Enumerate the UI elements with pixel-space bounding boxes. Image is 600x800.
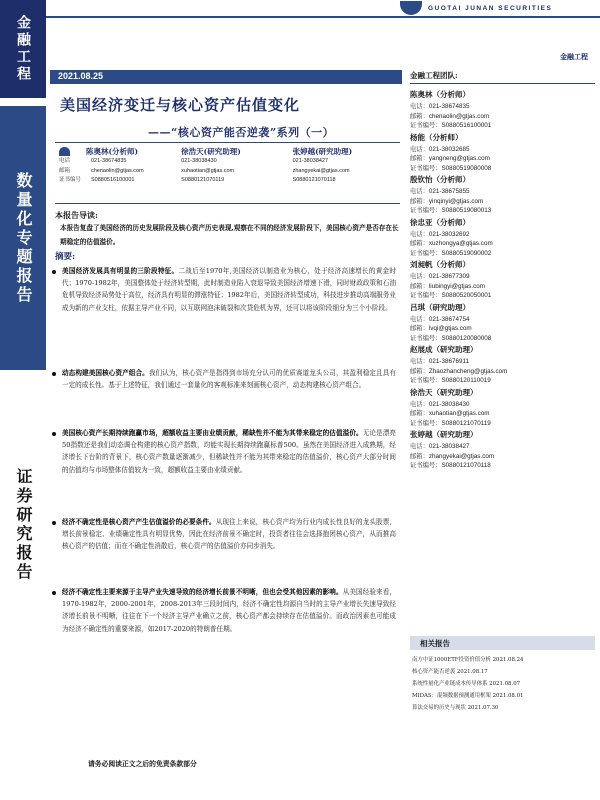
team-member <box>410 90 595 131</box>
author-phone: 021-38038427 <box>292 158 329 164</box>
team-member-email[interactable]: Zhaozhancheng@gtjas.com <box>428 367 508 375</box>
author-email[interactable]: zhangyekai@gtjas.com <box>292 167 350 174</box>
team-member-name: 赵展成（研究助理） <box>410 345 478 354</box>
author-name: 陈奥林(分析师) <box>86 146 139 156</box>
team-list <box>410 90 595 471</box>
team-member-cert-label: 证书编号： <box>410 462 442 469</box>
sidebar-label-securities-research: 证券研究报告 <box>14 468 33 582</box>
team-member-cert-row <box>410 249 595 259</box>
related-report-link[interactable]: 核心资产能否逆袭 2021.08.17 <box>412 669 488 675</box>
author-cert-label: 证书编号 <box>59 177 82 183</box>
team-member-cert-label: 证书编号： <box>410 249 442 257</box>
team-member-email-row <box>410 154 595 164</box>
author-cert: S0880516100001 <box>91 177 135 183</box>
team-member-cert-row <box>410 376 595 386</box>
team-member-cert-label: 证书编号： <box>410 377 442 384</box>
related-report-link[interactable]: MIDAS：混频数据预测通用框架 2021.08.01 <box>412 693 524 699</box>
team-member-phone-label: 电话： <box>410 103 429 110</box>
team-member-email[interactable]: liubingyi@gtjas.com <box>428 282 485 290</box>
team-member-email-label: 邮箱： <box>410 410 429 417</box>
related-list <box>412 654 598 714</box>
summary-point-text: 我们认为，核心资产是指得到市场充分认可的优质赛道龙头公司，其盈利稳定且具有一定的成长性。基于上述特征，我们通过一套量化的客观标准来刻画核心资产，动态构建核心资产组合。 <box>62 369 397 390</box>
team-member-phone: 021-38674835 <box>428 103 470 110</box>
team-member-phone: 021-38032685 <box>428 145 470 153</box>
team-member-phone-label: 电话： <box>410 188 429 195</box>
team-member-cert-row <box>410 121 595 131</box>
team-member-email-row <box>410 409 595 419</box>
team-member-email-label: 邮箱： <box>410 325 429 332</box>
person-icon <box>59 147 70 156</box>
header-rule <box>46 16 600 18</box>
team-member-email[interactable]: chenaolin@gtjas.com <box>428 112 490 120</box>
author-name: 张婷越(研究助理) <box>292 146 353 156</box>
team-member-email[interactable]: yangneng@gtjas.com <box>428 155 490 162</box>
team-member-phone-row <box>410 102 595 112</box>
team-member-cert: S0880519090002 <box>441 249 492 257</box>
report-subtitle: ——“核心资产能否逆袭”系列（一） <box>148 126 335 139</box>
sidebar-section-mid <box>0 106 46 370</box>
team-member-email-row <box>410 197 595 207</box>
summary-point-text: 从现往上来说，核心资产均为行业内成长性良好的龙头股票，增长前景稳定、业绩确定性具有明显优势，因此在经济前景不确定时，投资者往往会选择抱团核心资产，从而推高核心资产的估值；而在不确定性消散后，核心资产的估值溢价亦同步消失。 <box>62 518 397 551</box>
brand-logo <box>400 0 600 16</box>
report-date: 2021.08.25 <box>58 71 104 81</box>
team-member-phone-label: 电话： <box>410 358 429 365</box>
summary-point-lead: 动态构建美国核心资产组合。 <box>62 369 149 377</box>
team-member-cert-row <box>410 206 595 216</box>
team-member-email-label: 邮箱： <box>410 197 429 205</box>
team-member-phone: 021-38674754 <box>428 315 470 323</box>
author-cert: S0880121070118 <box>292 177 336 183</box>
author-email-label: 邮箱 <box>59 167 71 174</box>
team-member-email[interactable]: yinqinyi@gtjas.com <box>428 197 484 205</box>
summary-point <box>62 367 396 391</box>
summary-heading: 摘要: <box>55 252 76 262</box>
author-cert: S0880121070119 <box>181 177 225 183</box>
team-member-email-row <box>410 367 595 377</box>
related-heading: 相关报告 <box>410 636 595 650</box>
sidebar-section-top <box>0 0 46 98</box>
guide-body: 本报告复盘了美国经济的历史发展阶段及核心资产历史表现,观察在不同的经济发展阶段下，美国核心资产是否存在长期稳定的估值溢价。 <box>60 224 399 246</box>
team-member <box>410 303 595 344</box>
team-member-phone-label: 电话： <box>410 443 429 450</box>
sidebar-section-bottom <box>0 370 46 800</box>
team-member <box>410 175 595 216</box>
team-member-name: 徐浩天（研究助理） <box>410 387 478 397</box>
team-member-email[interactable]: xuzhongya@gtjas.com <box>428 240 493 247</box>
author-card <box>177 143 288 203</box>
summary-point <box>62 586 396 635</box>
report-title: 美国经济变迁与核心资产估值变化 <box>60 96 301 114</box>
team-member-email-row <box>410 239 595 249</box>
team-member-phone-label: 电话： <box>410 400 429 408</box>
team-member-email[interactable]: xuhaotian@gtjas.com <box>428 410 490 417</box>
bullet-icon <box>52 591 56 595</box>
team-member-name: 陈奥林（分析师） <box>410 90 470 99</box>
team-member-phone: 021-38038427 <box>428 443 470 450</box>
team-member <box>410 218 595 259</box>
team-member-cert: S0880121070118 <box>441 462 491 469</box>
author-email[interactable]: chenaolin@gtjas.com <box>91 167 144 174</box>
team-member-cert: S0880121070119 <box>441 419 491 427</box>
summary-point-text: 二战后至1970年,美国经济以制造业为核心，处于经济高速增长的黄金时代；1970-1982年，美国整体处于经济转型期，此时制造业陷入衰退导致美国经济增速下滑，同时财政政策和石油危机导致经济局势处于高位，经济具有明显的滞涨特征；1982年后，美国经济转型成功，科技进步推动高端服务业成为新的产业支柱，依据主导产业不同，以互联网泡沫破裂和次贷危机为界，还可以将该阶段细分为三个小阶段。 <box>62 267 396 312</box>
summary-point-text: 无论是漂亮50指数还是我们动态调仓构建的核心资产指数，均能实现长期持续跑赢标普500。虽然在美国经济进入成熟期，经济增长下台阶的背景下，核心资产数量逐渐减少，但稀缺性并不能为其带来稳定的估值溢价，核心资产大部分时间的估值均与市场整体估值较为一致，超额收益主要由业绩贡献。 <box>62 429 397 474</box>
team-member-cert-row <box>410 291 595 301</box>
team-member <box>410 133 595 174</box>
author-phone: 021-38674835 <box>91 158 127 164</box>
team-member-phone-label: 电话： <box>410 145 429 153</box>
team-member <box>410 388 595 429</box>
team-member-email-row <box>410 324 595 334</box>
team-member-email-row <box>410 112 595 122</box>
related-report-link[interactable]: 系统性量化产业链成本传导体系 2021.08.07 <box>412 681 521 687</box>
team-member-phone-row <box>410 187 595 197</box>
team-member-email-row <box>410 282 595 292</box>
summary-point <box>62 516 396 553</box>
team-member-cert-label: 证书编号： <box>410 334 442 342</box>
team-member-email-label: 邮箱： <box>410 155 429 162</box>
team-member-cert-label: 证书编号： <box>410 419 442 427</box>
summary-point-lead: 经济不确定性主要来源于主导产业失速导致的经济增长前景不明晰，但也会受其他因素的影响。 <box>62 588 343 596</box>
team-member-cert: S0880520050001 <box>441 292 492 299</box>
author-phone-label: 电话 <box>59 158 71 164</box>
sidebar-label-finance-engineering: 金融工程 <box>15 15 31 83</box>
team-member-email-label: 邮箱： <box>410 452 429 460</box>
team-member-cert: S0880519080008 <box>441 164 492 172</box>
team-member-phone-row <box>410 442 595 452</box>
summary-point-lead: 经济不确定性是核心资产产生估值溢价的必要条件。 <box>62 518 216 526</box>
author-card <box>55 143 177 203</box>
team-member-phone-label: 电话： <box>410 273 429 280</box>
team-member-phone: 021-38032692 <box>428 230 470 238</box>
sidebar-label-report-type: 数量化专题报告 <box>14 171 33 305</box>
summary-point-text: 从美国经验来看，1970-1982年，2000-2001年，2008-2013年三段时间内，经济不确定性均源自当时的主导产业增长失速导致经济增长前景不明晰，往往在下一个经济主导产业确立之前，核心资产都会持续存在估值溢价。而政治因素也可能成为经济不确定性的重要来源，如2017-2020的特朗普任期。 <box>62 588 397 633</box>
sidebar-divider <box>0 98 46 106</box>
author-block <box>55 142 400 204</box>
team-member-email-row <box>410 452 595 462</box>
related-report-link[interactable]: 算法交易的历史与现状 2021.07.30 <box>412 705 499 711</box>
team-member-phone-row <box>410 315 595 325</box>
guide-heading: 本报告导读: <box>55 210 98 220</box>
team-member-phone-label: 电话： <box>410 230 429 238</box>
team-member-phone-row <box>410 272 595 282</box>
team-member <box>410 430 595 471</box>
team-member-email-label: 邮箱： <box>410 282 429 290</box>
bullet-icon <box>52 432 56 436</box>
team-member-cert-label: 证书编号： <box>410 164 442 172</box>
footer-disclaimer: 请务必阅读正文之后的免责条款部分 <box>88 760 197 768</box>
team-member-cert: S0880120110019 <box>441 377 491 384</box>
team-heading: 金融工程团队: <box>410 70 595 84</box>
team-member-phone: 021-38676911 <box>428 358 470 365</box>
team-member-email-label: 邮箱： <box>410 112 429 120</box>
team-member-email[interactable]: zhangyekai@gtjas.com <box>428 452 495 460</box>
team-member-phone-row <box>410 400 595 410</box>
header-category: 金融工程 <box>560 52 588 61</box>
author-name: 徐浩天(研究助理) <box>181 146 241 156</box>
team-member-cert-label: 证书编号： <box>410 207 442 214</box>
team-member <box>410 345 595 386</box>
team-member-email-label: 邮箱： <box>410 240 429 247</box>
team-member-email[interactable]: lvqi@gtjas.com <box>428 325 472 332</box>
sidebar <box>0 0 46 800</box>
team-member-phone-row <box>410 145 595 155</box>
related-report-link[interactable]: 南方中证1000ETF投资价值分析 2021.08.24 <box>412 657 524 663</box>
summary-point <box>62 427 396 476</box>
brand-mark-icon <box>400 1 422 15</box>
team-panel <box>410 70 595 473</box>
brand-logo-text: GUOTAI JUNAN SECURITIES <box>428 4 553 12</box>
author-card <box>289 143 400 203</box>
team-member-cert-row <box>410 334 595 344</box>
team-member-name: 吕琪（研究助理） <box>410 302 470 312</box>
team-member-cert: S0880519080013 <box>441 207 492 214</box>
team-member-cert-row <box>410 419 595 429</box>
team-member-phone-row <box>410 230 595 240</box>
team-member-cert-row <box>410 461 595 471</box>
team-member-cert-label: 证书编号： <box>410 122 442 129</box>
team-member-cert: S0880120080008 <box>441 334 492 342</box>
team-member-email-label: 邮箱： <box>410 367 429 375</box>
team-member-cert-label: 证书编号： <box>410 292 442 299</box>
author-email[interactable]: xuhaotian@gtjas.com <box>181 167 235 174</box>
team-member-cert: S0880516100001 <box>441 122 492 129</box>
team-member-phone-label: 电话： <box>410 315 429 323</box>
team-member-name: 张婷越（研究助理） <box>410 430 478 439</box>
team-member-phone-row <box>410 357 595 367</box>
team-member-name: 杨能（分析师） <box>410 132 463 142</box>
team-member-cert-row <box>410 164 595 174</box>
team-member-name: 刘昶帆（分析师） <box>410 260 470 269</box>
team-member-phone: 021-38038430 <box>428 400 470 408</box>
summary-point <box>62 265 396 314</box>
bullet-icon <box>52 372 56 376</box>
team-member-name: 徐忠亚（分析师） <box>410 217 470 227</box>
team-member-phone: 021-38677309 <box>428 273 470 280</box>
summary-point-lead: 美国经济发展具有明显的三阶段特征。 <box>62 267 179 275</box>
bullet-icon <box>52 270 56 274</box>
team-member-name: 殷钦怡（分析师） <box>410 175 470 184</box>
author-phone: 021-38038430 <box>181 158 217 164</box>
team-member-phone: 021-38675855 <box>428 188 470 195</box>
bullet-icon <box>52 521 56 525</box>
team-member <box>410 260 595 301</box>
summary-point-lead: 美国核心资产长期持续跑赢市场，超额收益主要由业绩贡献，稀缺性并不能为其带来稳定的估值溢价。 <box>62 429 363 437</box>
